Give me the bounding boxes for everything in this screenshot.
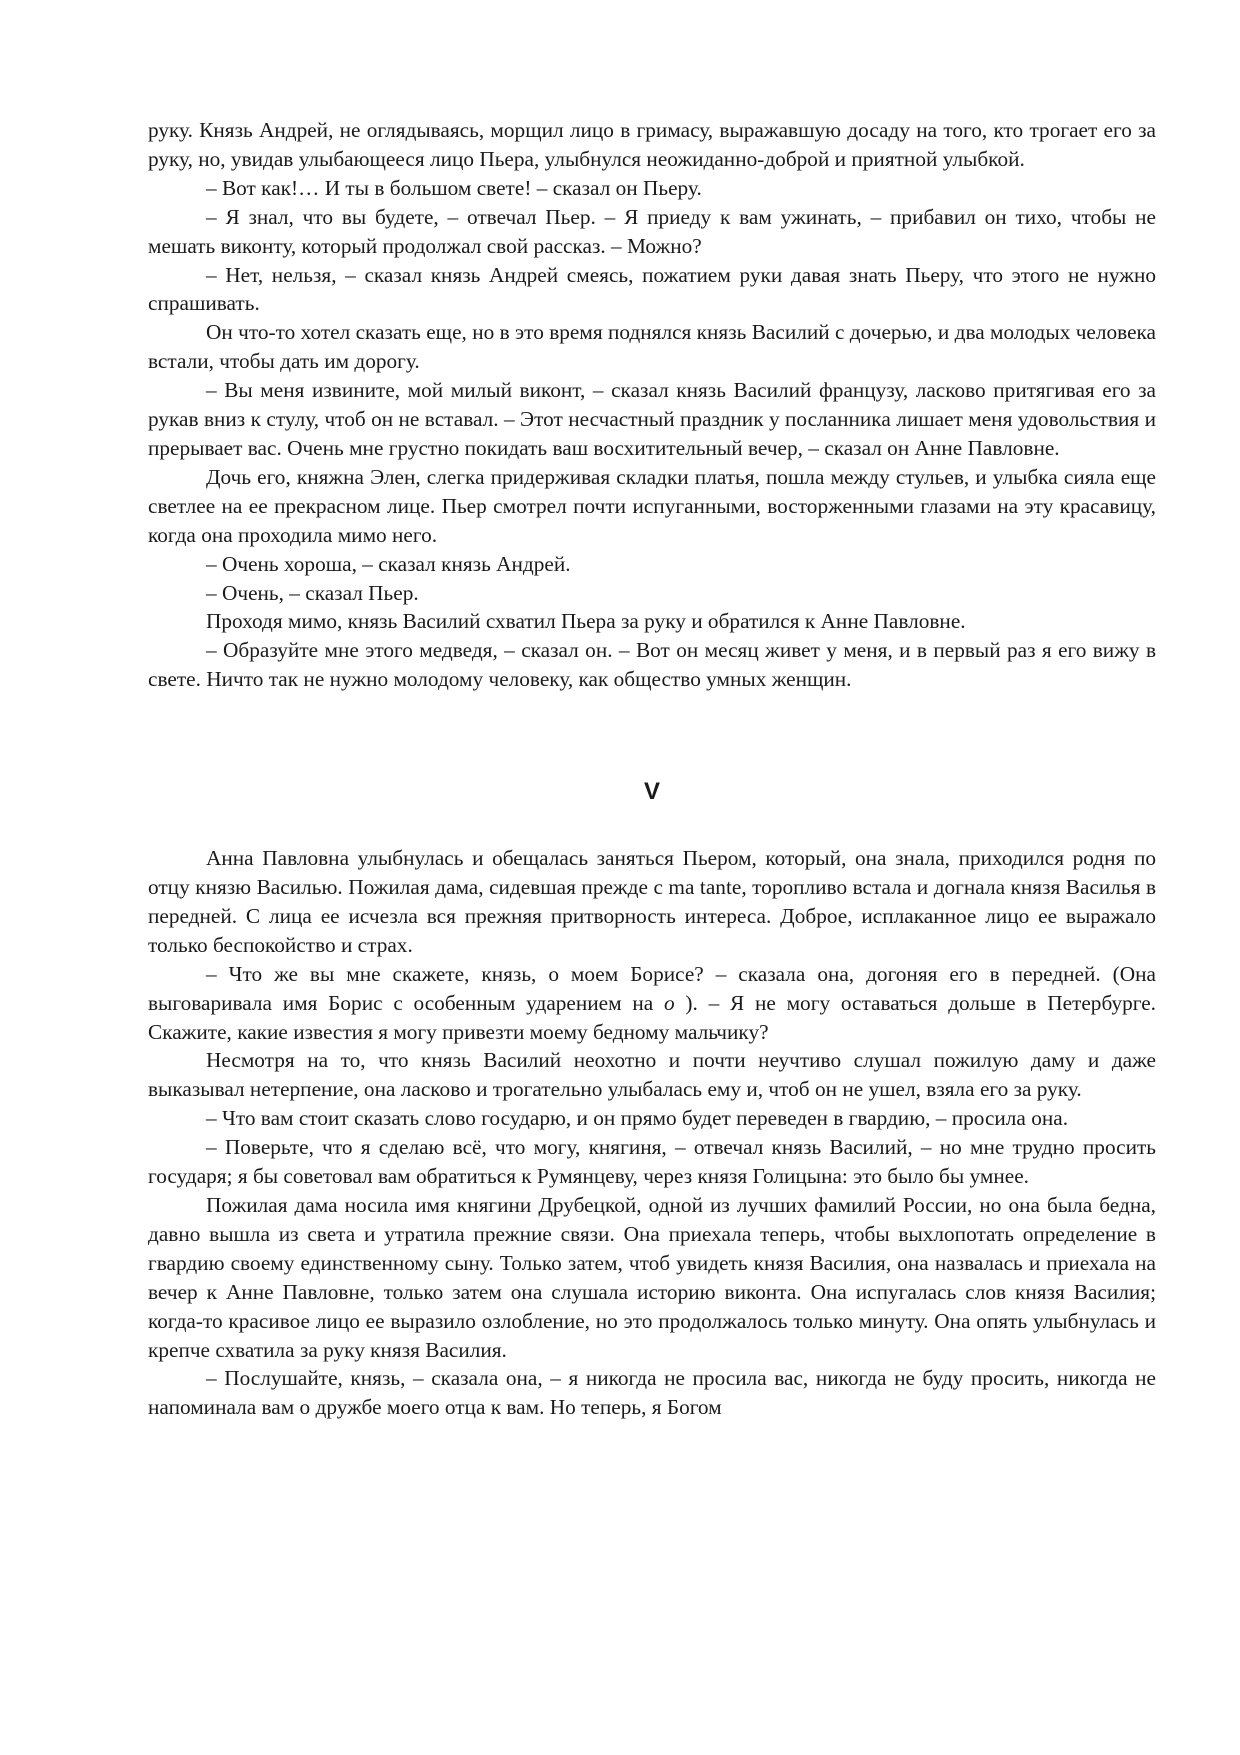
paragraph: – Образуйте мне этого медведя, – сказал он. – Вот он месяц живет у меня, и в первый раз я его вижу в свете. Ничто так не нужно молодому человеку, как общество умных женщин.	[148, 638, 1156, 692]
paragraph: – Очень, – сказал Пьер.	[206, 580, 419, 605]
paragraph: – Очень хороша, – сказал князь Андрей.	[206, 551, 571, 576]
paragraph: – Вы меня извините, мой милый виконт, – сказал князь Василий французу, ласково притягивая его за рукав вниз к стулу, чтоб он не вставал. – Этот несчастный праздник у посланника лишает меня удовольствия и прерывает вас. Очень мне грустно покидать ваш восхитительный вечер, – сказал он Анне Павловне.	[148, 378, 1156, 460]
paragraph: – Я знал, что вы будете, – отвечал Пьер. – Я приеду к вам ужинать, – прибавил он тихо, чтобы не мешать виконту, который продолжал свой рассказ. – Можно?	[148, 204, 1156, 258]
paragraph: Проходя мимо, князь Василий схватил Пьера за руку и обратился к Анне Павловне.	[206, 609, 966, 634]
paragraph: – Вот как!… И ты в большом свете! – сказал он Пьеру.	[206, 175, 702, 200]
paragraph: Пожилая дама носила имя княгини Друбецкой, одной из лучших фамилий России, но она была бедна, давно вышла из света и утратила прежние связи. Она приехала теперь, чтобы выхлопотать определение в гвардию своему единственному сыну. Только затем, чтоб увидеть князя Василия, она назвалась и приехала на вечер к Анне Павловне, только затем она слушала историю виконта. Она испугалась слов князя Василия; когда-то красивое лицо ее выразило озлобление, но это продолжалось только минуту. Она опять улыбнулась и крепче схватила за руку князя Василия.	[148, 1193, 1156, 1362]
paragraph: Он что-то хотел сказать еще, но в это время поднялся князь Василий с дочерью, и два молодых человека встали, чтобы дать им дорогу.	[148, 320, 1156, 374]
paragraph-text: ). – Я не могу оставаться дольше в Петербурге. Скажите, какие известия я могу привезти моему бедному мальчику?	[148, 990, 1156, 1044]
paragraph-text: – Что же вы мне скажете, князь, о моем Борисе? – сказала она, догоняя его в передней. (Она выговаривала имя Борис с особенным ударением на	[148, 961, 1156, 1015]
paragraph: Дочь его, княжна Элен, слегка придерживая складки платья, пошла между стульев, и улыбка сияла еще светлее на ее прекрасном лице. Пьер смотрел почти испуганными, восторженными глазами на эту красавицу, когда она проходила мимо него.	[148, 464, 1156, 547]
paragraph: – Послушайте, князь, – сказала она, – я никогда не просила вас, никогда не буду просить, никогда не напоминала вам о дружбе моего отца к вам. Но теперь, я Богом	[148, 1366, 1156, 1420]
paragraph: – Что вам стоит сказать слово государю, и он прямо будет переведен в гвардию, – просила она.	[206, 1106, 1069, 1131]
paragraph: – Поверьте, что я сделаю всё, что могу, княгиня, – отвечал князь Василий, – но мне трудно просить государя; я бы советовал вам обратиться к Румянцеву, через князя Голицына: это было бы умнее.	[148, 1135, 1156, 1189]
paragraph	[148, 960, 1156, 1047]
paragraph: Анна Павловна улыбнулась и обещалась заняться Пьером, который, она знала, приходился родня по отцу князю Василью. Пожилая дама, сидевшая прежде с ma tante, торопливо встала и догнала князя Василья в передней. С лица ее исчезла вся прежняя притворность интереса. Доброе, исплаканное лицо ее выражало только беспокойство и страх.	[148, 846, 1156, 957]
page-text	[148, 116, 1156, 1422]
chapter-heading: V	[643, 778, 660, 806]
paragraph: – Нет, нельзя, – сказал князь Андрей смеясь, пожатием руки давая знать Пьеру, что этого не нужно спрашивать.	[148, 262, 1156, 316]
paragraph: руку. Князь Андрей, не оглядываясь, морщил лицо в гримасу, выражавшую досаду на того, кто трогает его за руку, но, увидав улыбающееся лицо Пьера, улыбнулся неожиданно-доброй и приятной улыбкой.	[148, 118, 1156, 171]
paragraph: Несмотря на то, что князь Василий неохотно и почти неучтиво слушал пожилую даму и даже выказывал нетерпение, она ласково и трогательно улыбалась ему и, чтоб он не ушел, взяла его за руку.	[148, 1048, 1156, 1102]
emphasis-letter: о	[663, 990, 675, 1015]
